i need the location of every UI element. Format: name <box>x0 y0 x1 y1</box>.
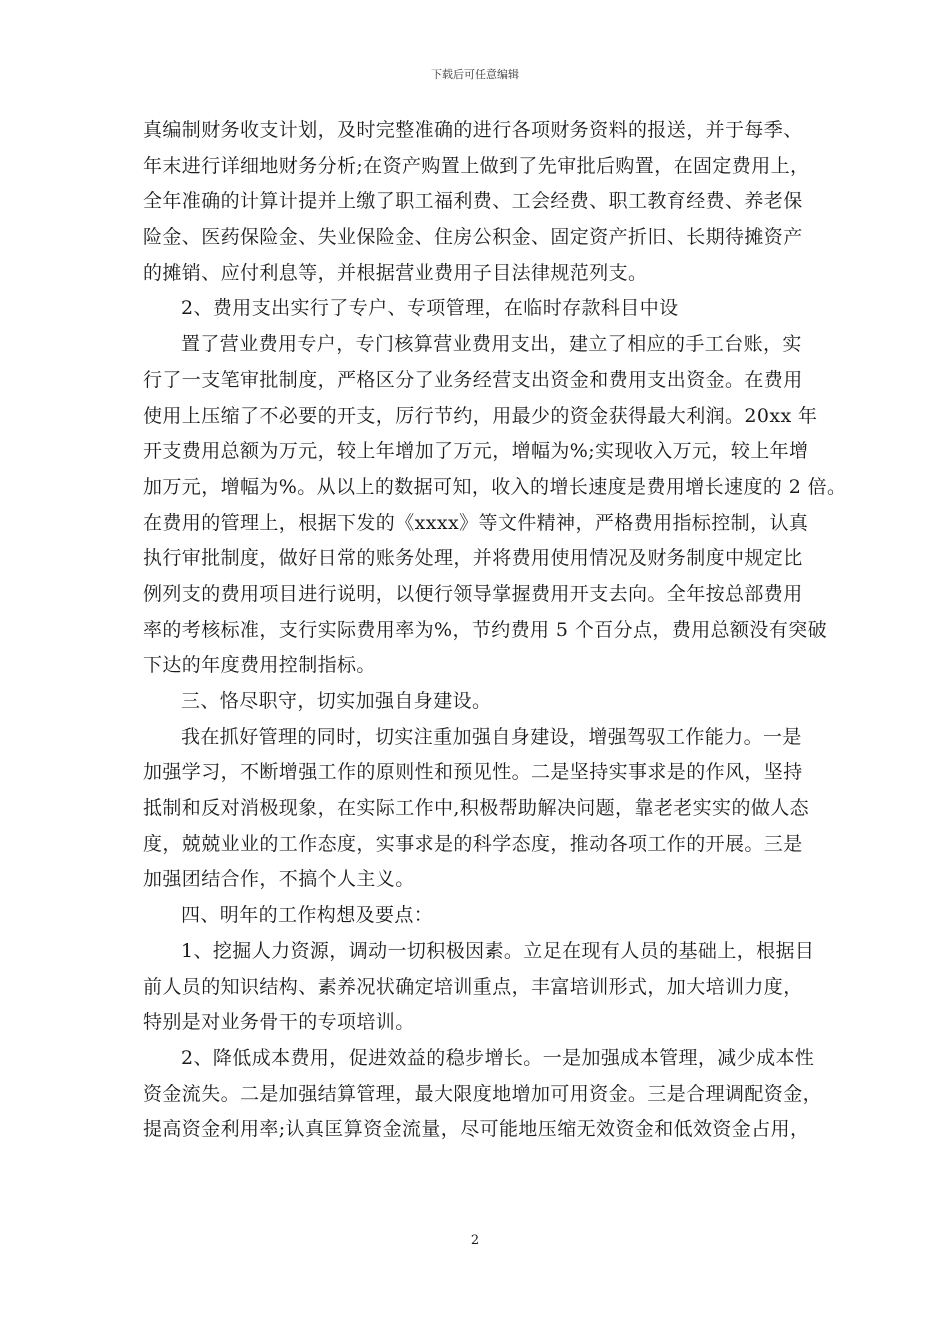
text-line: 例列支的费用项目进行说明，以便行领导掌握费用开支去向。全年按总部费用 <box>143 582 803 605</box>
section-heading: 2、费用支出实行了专户、专项管理，在临时存款科目中设 <box>181 297 679 320</box>
text-line: 1、挖掘人力资源，调动一切积极因素。立足在现有人员的基础上，根据目 <box>181 939 815 962</box>
text-line: 提高资金利用率;认真匡算资金流量，尽可能地压缩无效资金和低效资金占用， <box>143 1118 810 1141</box>
text-line: 2、降低成本费用，促进效益的稳步增长。一是加强成本管理，减少成本性 <box>181 1046 815 1069</box>
text-line: 年末进行详细地财务分析;在资产购置上做到了先审批后购置，在固定费用上， <box>143 154 810 177</box>
text-line: 度，兢兢业业的工作态度，实事求是的科学态度，推动各项工作的开展。三是 <box>143 832 803 855</box>
text-line: 特别是对业务骨干的专项培训。 <box>143 1011 415 1034</box>
text-line: 开支费用总额为万元，较上年增加了万元，增幅为%;实现收入万元，较上年增 <box>143 440 809 463</box>
text-line: 执行审批制度，做好日常的账务处理，并将费用使用情况及财务制度中规定比 <box>143 547 803 570</box>
section-heading: 四、明年的工作构想及要点： <box>181 904 434 927</box>
text-line: 资金流失。二是加强结算管理，最大限度地增加可用资金。三是合理调配资金， <box>143 1082 823 1105</box>
text-line: 使用上压缩了不必要的开支，厉行节约，用最少的资金获得最大利润。20xx 年 <box>143 404 818 427</box>
text-line: 的摊销、应付利息等，并根据营业费用子目法律规范列支。 <box>143 261 648 284</box>
page-number: 2 <box>470 1233 480 1248</box>
text-line: 加强团结合作，不搞个人主义。 <box>143 868 415 891</box>
text-line: 险金、医药保险金、失业保险金、住房公积金、固定资产折旧、长期待摊资产 <box>143 226 803 249</box>
text-line: 置了营业费用专户，专门核算营业费用支出，建立了相应的手工台账，实 <box>181 333 802 356</box>
text-line: 真编制财务收支计划，及时完整准确的进行各项财务资料的报送，并于每季、 <box>143 119 803 141</box>
text-line: 在费用的管理上，根据下发的《xxxx》等文件精神，严格费用指标控制，认真 <box>143 511 809 534</box>
text-line: 加万元，增幅为%。从以上的数据可知，收入的增长速度是费用增长速度的 2 倍。 <box>143 475 847 498</box>
section-heading: 三、恪尽职守，切实加强自身建设。 <box>181 690 492 712</box>
text-line: 前人员的知识结构、素养况状确定培训重点，丰富培训形式，加大培训力度， <box>143 975 803 998</box>
text-line: 加强学习，不断增强工作的原则性和预见性。二是坚持实事求是的作风，坚持 <box>143 761 803 784</box>
text-line: 我在抓好管理的同时，切实注重加强自身建设，增强驾驭工作能力。一是 <box>181 725 802 748</box>
text-line: 抵制和反对消极现象，在实际工作中,积极帮助解决问题，靠老老实实的做人态 <box>143 797 810 820</box>
text-line: 行了一支笔审批制度，严格区分了业务经营支出资金和费用支出资金。在费用 <box>143 368 803 391</box>
text-line: 下达的年度费用控制指标。 <box>143 654 376 677</box>
page-header: 下载后可任意编辑 <box>431 68 519 81</box>
document-body <box>143 113 847 1148</box>
text-line: 率的考核标准，支行实际费用率为%，节约费用 5 个百分点，费用总额没有突破 <box>143 618 828 641</box>
text-line: 全年准确的计算计提并上缴了职工福利费、工会经费、职工教育经费、养老保 <box>143 190 803 213</box>
